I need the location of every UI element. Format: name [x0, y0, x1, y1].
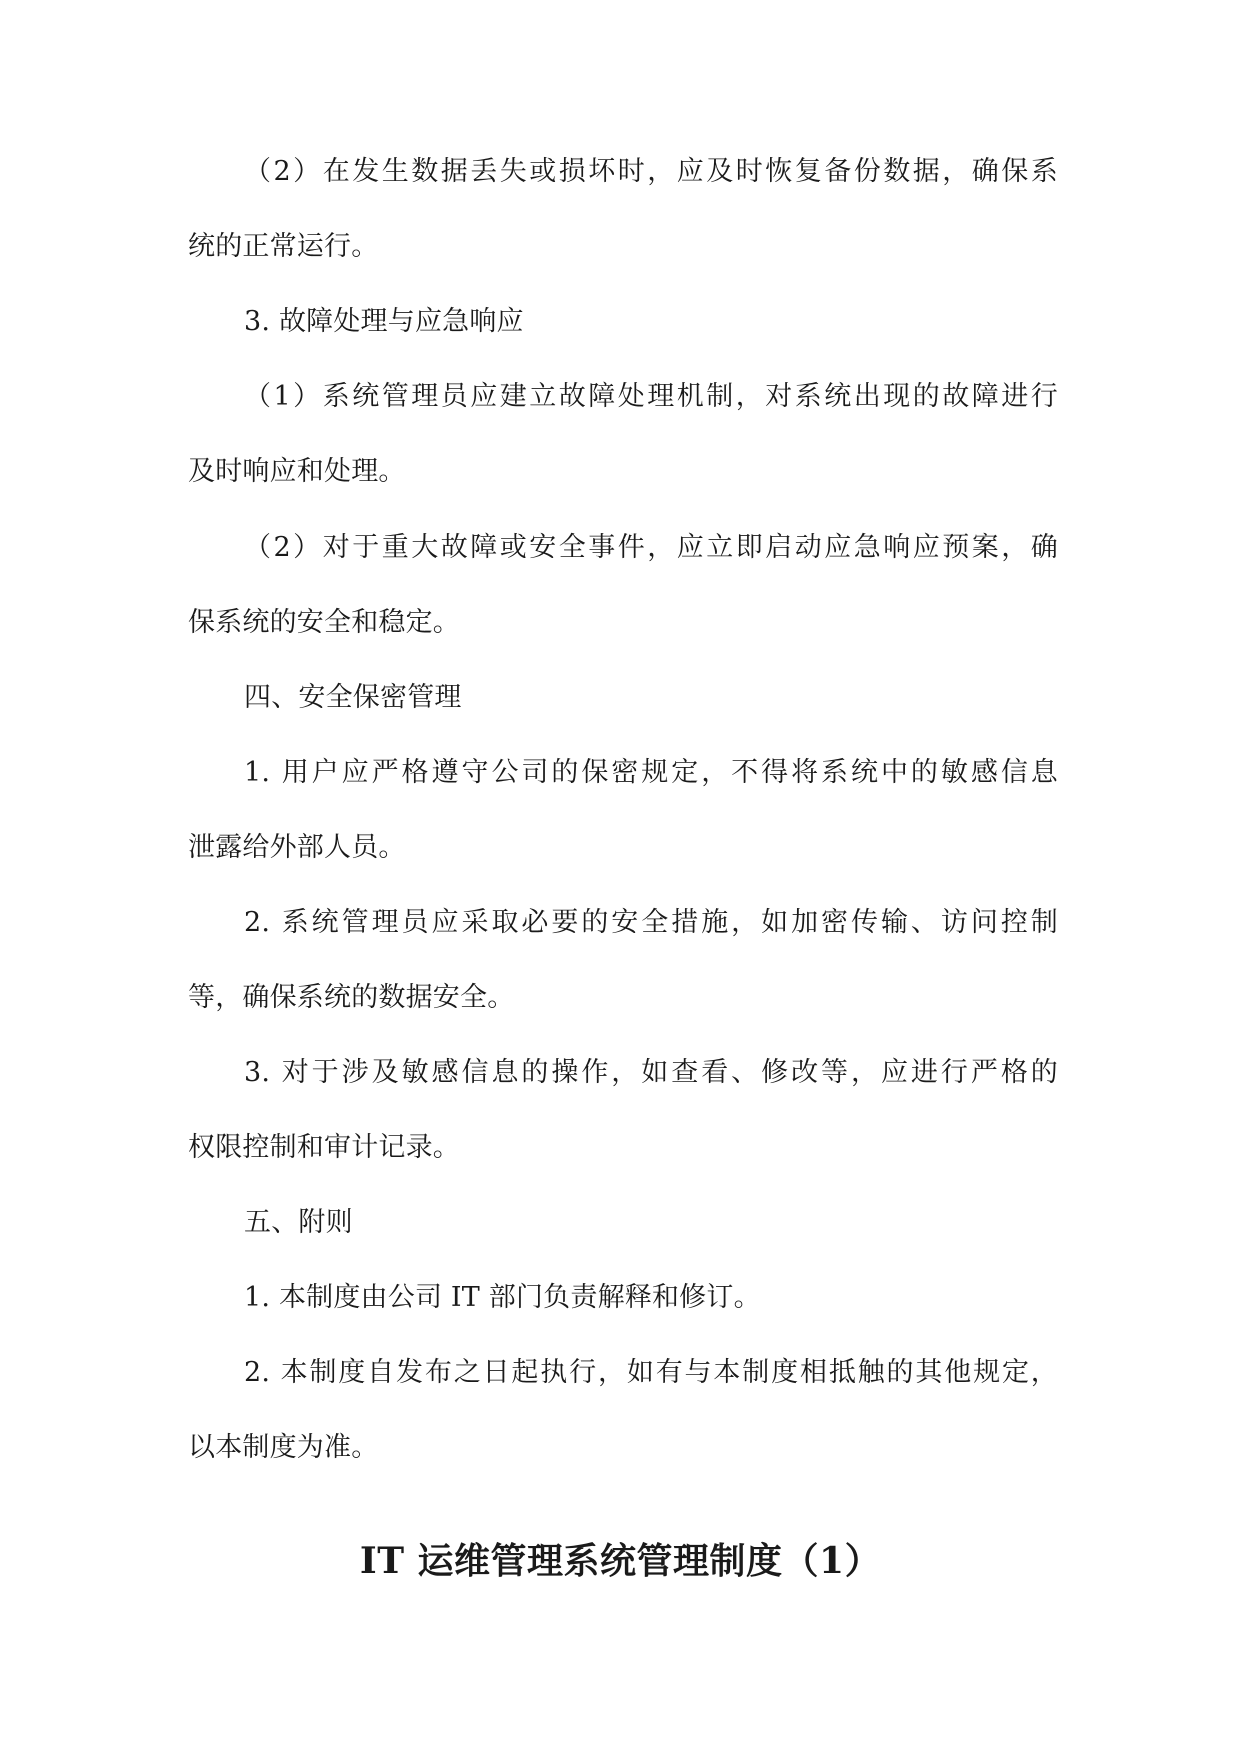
chapter-heading: 五、附则 — [244, 1207, 353, 1238]
paragraph-line: 1. 用户应严格遵守公司的保密规定，不得将系统中的敏感信息 — [244, 757, 1058, 788]
paragraph-line: （2）对于重大故障或安全事件，应立即启动应急响应预案，确 — [244, 532, 1058, 563]
paragraph-line: 等，确保系统的数据安全。 — [188, 982, 515, 1013]
paragraph-line: 统的正常运行。 — [188, 231, 379, 262]
paragraph-line: 以本制度为准。 — [188, 1432, 379, 1463]
document-title: IT 运维管理系统管理制度（1） — [359, 1540, 882, 1582]
chapter-heading: 四、安全保密管理 — [244, 682, 462, 713]
paragraph-line: （2）在发生数据丢失或损坏时，应及时恢复备份数据，确保系 — [244, 156, 1058, 187]
paragraph-line: 及时响应和处理。 — [188, 456, 406, 487]
paragraph-line: （1）系统管理员应建立故障处理机制，对系统出现的故障进行 — [244, 381, 1058, 412]
paragraph-line: 3. 对于涉及敏感信息的操作，如查看、修改等，应进行严格的 — [244, 1057, 1058, 1088]
paragraph-line: 权限控制和审计记录。 — [188, 1132, 460, 1163]
paragraph-line: 保系统的安全和稳定。 — [188, 607, 460, 638]
paragraph-line: 2. 本制度自发布之日起执行，如有与本制度相抵触的其他规定， — [244, 1357, 1058, 1388]
section-heading: 3. 故障处理与应急响应 — [244, 306, 524, 337]
paragraph-line: 2. 系统管理员应采取必要的安全措施，如加密传输、访问控制 — [244, 907, 1058, 938]
paragraph-line: 1. 本制度由公司 IT 部门负责解释和修订。 — [244, 1282, 761, 1313]
paragraph-line: 泄露给外部人员。 — [188, 832, 406, 863]
